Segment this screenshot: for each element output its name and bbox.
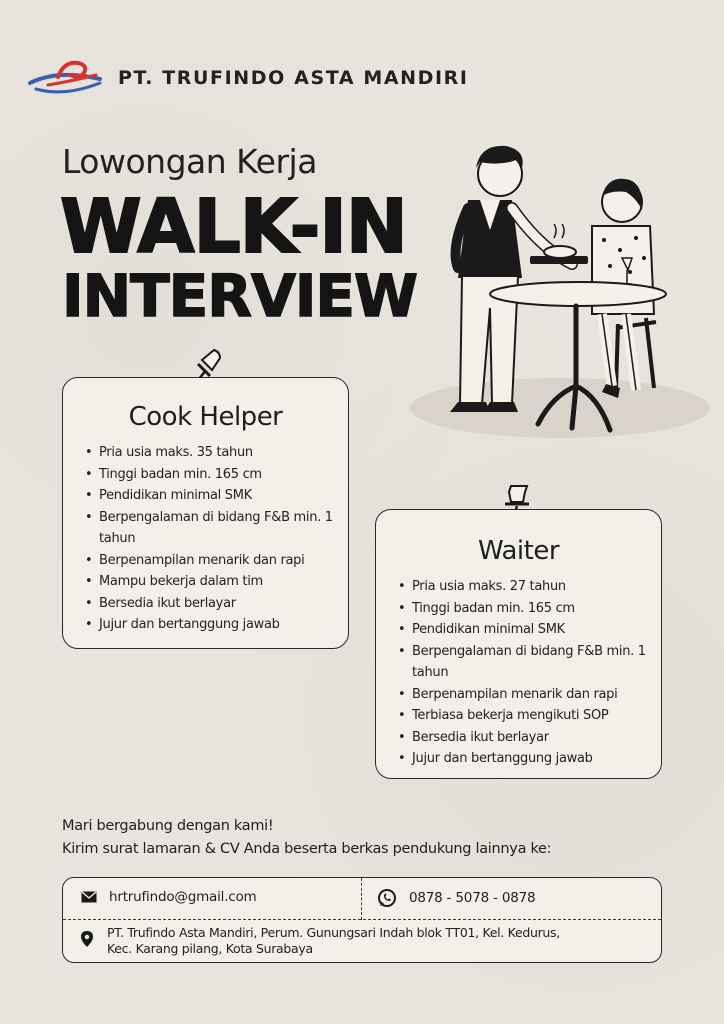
list-item: • Berpenampilan menarik dan rapi: [85, 550, 334, 572]
email-contact[interactable]: [81, 889, 257, 905]
job-title: Waiter: [477, 536, 560, 566]
title-walk-in: WALK-IN: [60, 184, 407, 270]
phone-number[interactable]: 0878 - 5078 - 0878: [409, 890, 536, 906]
cta-line-2: Kirim surat lamaran & CV Anda beserta berkas pendukung lainnya ke:: [62, 841, 552, 857]
list-item: • Berpengalaman di bidang F&B min. 1 tahun: [85, 507, 334, 550]
envelope-icon: [81, 891, 97, 903]
list-item: • Pria usia maks. 35 tahun: [85, 442, 334, 464]
phone-contact[interactable]: [377, 888, 535, 908]
address-contact: [81, 925, 560, 957]
list-item: • Jujur dan bertanggung jawab: [398, 748, 647, 770]
location-pin-icon: [81, 931, 93, 947]
contact-box: [62, 877, 662, 963]
title-interview: INTERVIEW: [62, 262, 418, 330]
list-item: • Berpengalaman di bidang F&B min. 1 tahun: [398, 641, 647, 684]
list-item: • Jujur dan bertanggung jawab: [85, 614, 334, 636]
wave-logo-icon: [28, 57, 108, 99]
list-item: • Pria usia maks. 27 tahun: [398, 576, 647, 598]
address-line-2: Kec. Karang pilang, Kota Surabaya: [107, 941, 313, 956]
list-item: • Bersedia ikut berlayar: [85, 593, 334, 615]
company-name: PT. TRUFINDO ASTA MANDIRI: [118, 67, 469, 89]
list-item: • Tinggi badan min. 165 cm: [85, 464, 334, 486]
address-line-1: PT. Trufindo Asta Mandiri, Perum. Gunungsari Indah blok TT01, Kel. Kedurus,: [107, 925, 560, 940]
list-item: • Pendidikan minimal SMK: [398, 619, 647, 641]
list-item: • Mampu bekerja dalam tim: [85, 571, 334, 593]
list-item: • Tinggi badan min. 165 cm: [398, 598, 647, 620]
job-card-waiter: [375, 509, 662, 779]
waiter-serving-illustration: [340, 138, 710, 478]
cta-line-1: Mari bergabung dengan kami!: [62, 818, 274, 834]
whatsapp-icon: [377, 888, 397, 908]
list-item: • Pendidikan minimal SMK: [85, 485, 334, 507]
call-to-action: [62, 815, 551, 861]
email-address[interactable]: hrtrufindo@gmail.com: [109, 889, 257, 905]
job-title: Cook Helper: [128, 402, 283, 432]
requirements-list: [398, 576, 647, 770]
list-item: • Terbiasa bekerja mengikuti SOP: [398, 705, 647, 727]
divider: [361, 878, 362, 920]
address-text: [107, 925, 560, 957]
list-item: • Berpenampilan menarik dan rapi: [398, 684, 647, 706]
job-card-cook-helper: [62, 377, 349, 649]
subtitle: Lowongan Kerja: [62, 142, 317, 181]
requirements-list: [85, 442, 334, 636]
header: [28, 58, 469, 98]
list-item: • Bersedia ikut berlayar: [398, 727, 647, 749]
